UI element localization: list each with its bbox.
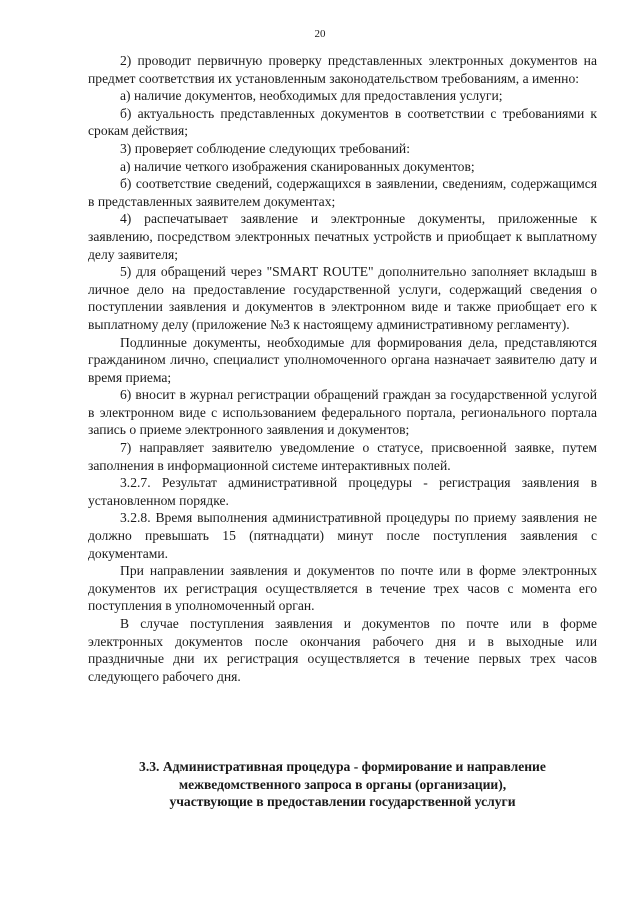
- paragraph-item-3-requirements: 3) проверяет соблюдение следующих требований:: [120, 140, 410, 156]
- paragraph-after-hours-registration: В случае поступления заявления и документов по почте или в форме электронных документов после окончания рабочего дня и в выходные или праздничные дни их регистрация осуществляется в течение первых трех часов следующего рабочего дня.: [88, 616, 597, 684]
- paragraph-original-documents: Подлинные документы, необходимые для формирования дела, представляются гражданином лично, специалист уполномоченного органа назначает заявителю дату и время приема;: [88, 334, 597, 385]
- section-heading-line-3: участвующие в предоставлении государственной услуги: [169, 794, 516, 810]
- paragraph-item-2b-documents-validity: б) актуальность представленных документов в соответствии с требованиями к срокам действия;: [88, 105, 597, 139]
- paragraph-item-2-initial-check: 2) проводит первичную проверку представленных электронных документов на предмет соответствия их установленным законодательством требованиям, а именно:: [88, 53, 597, 86]
- paragraph-item-5-smart-route: 5) для обращений через "SMART ROUTE" дополнительно заполняет вкладыш в личное дело на предоставление государственной услуги, содержащий сведения о поступлении заявления и документов в электронном виде и также приобщает его к выплатному делу (приложение №3 к настоящему административному регламенту).: [88, 264, 597, 332]
- paragraph-item-7-status-notification: 7) направляет заявителю уведомление о статусе, присвоенной заявке, путем заполнения в информационной системе интерактивных полей.: [88, 440, 597, 473]
- paragraph-3-2-8-duration: 3.2.8. Время выполнения административной процедуры по приему заявления не должно превышать 15 (пятнадцати) минут после поступления заявления с документами.: [88, 510, 597, 561]
- section-heading-line-2: межведомственного запроса в органы (организации),: [178, 776, 507, 792]
- paragraph-item-3b-data-match: б) соответствие сведений, содержащихся в заявлении, сведениям, содержащимся в представленных заявителем документах;: [88, 176, 597, 209]
- paragraph-item-2a-documents-present: а) наличие документов, необходимых для предоставления услуги;: [120, 88, 503, 104]
- document-body: [88, 52, 597, 685]
- paragraph-item-6-registration-journal: 6) вносит в журнал регистрации обращений граждан за государственной услугой в электронном виде с использованием федерального портала, регионального портала запись о приеме электронного заявления и документов;: [88, 387, 597, 438]
- paragraph-mail-registration: При направлении заявления и документов по почте или в форме электронных документов их регистрация осуществляется в течение трех часов с момента его поступления в уполномоченный орган.: [88, 563, 597, 614]
- paragraph-3-2-7-result: 3.2.7. Результат административной процедуры - регистрация заявления в установленном порядке.: [88, 475, 597, 508]
- section-heading-line-1: 3.3. Административная процедура - формирование и направление: [139, 759, 546, 774]
- section-heading: [88, 758, 597, 811]
- paragraph-item-4-print-documents: 4) распечатывает заявление и электронные документы, приложенные к заявлению, посредством электронных печатных устройств и приобщает к выплатному делу заявителя;: [88, 211, 597, 262]
- paragraph-item-3a-clear-scans: а) наличие четкого изображения сканированных документов;: [120, 158, 475, 174]
- page-number: 20: [314, 28, 326, 40]
